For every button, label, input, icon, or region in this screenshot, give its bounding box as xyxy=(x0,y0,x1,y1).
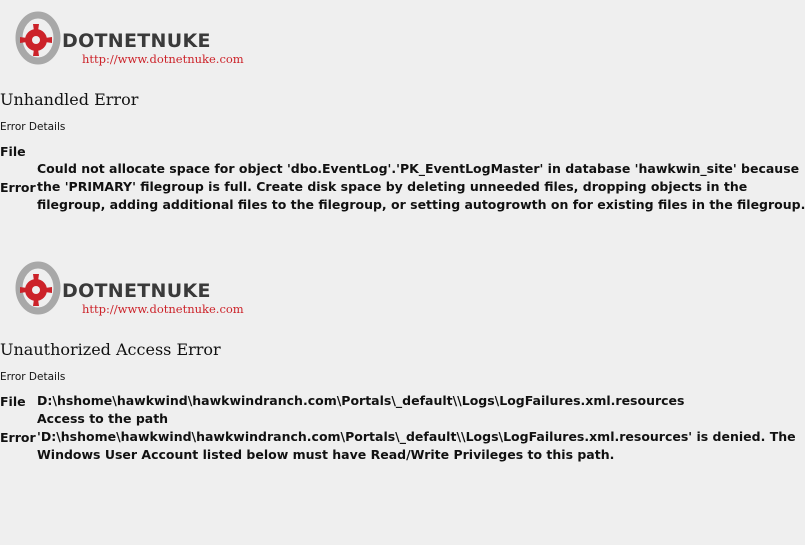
logo-wordmark: DOTNETNUKE xyxy=(62,280,211,302)
error-block-unauthorized xyxy=(0,260,796,462)
error-message-line: 'D:\hshome\hawkwind\hawkwindranch.com\Portals\_default\\Logs\LogFailures.xml.resources' is denied. The xyxy=(37,429,796,444)
file-path-value xyxy=(37,392,727,410)
file-label: File xyxy=(0,394,26,409)
error-message xyxy=(37,410,796,464)
logo-wordmark: DOTNETNUKE xyxy=(62,30,211,52)
logo-url-link[interactable]: http://www.dotnetnuke.com xyxy=(82,52,244,66)
error-message-line: Could not allocate space for object 'dbo.EventLog'.'PK_EventLogMaster' in database 'hawkwin_site' because xyxy=(37,161,800,176)
dotnetnuke-logo xyxy=(14,10,244,70)
error-title: Unauthorized Access Error xyxy=(0,340,221,359)
dotnetnuke-logo-icon xyxy=(14,260,64,316)
logo-url-link[interactable]: http://www.dotnetnuke.com xyxy=(82,302,244,316)
file-path-text: D:\hshome\hawkwind\hawkwindranch.com\Portals\_default\\Logs\LogFailures.xml.resources xyxy=(37,393,685,408)
error-title: Unhandled Error xyxy=(0,90,139,109)
error-label: Error xyxy=(0,430,36,445)
error-message xyxy=(37,160,805,214)
error-details-label: Error Details xyxy=(0,121,66,133)
file-label: File xyxy=(0,144,26,159)
error-message-line: filegroup, adding additional files to the filegroup, or setting autogrowth on for existing files in the filegroup. xyxy=(37,197,805,212)
error-message-line: Access to the path xyxy=(37,411,169,426)
error-details-label: Error Details xyxy=(0,371,66,383)
dotnetnuke-logo-icon xyxy=(14,10,64,66)
error-message-line: Windows User Account listed below must have Read/Write Privileges to this path. xyxy=(37,447,615,462)
error-message-line: the 'PRIMARY' filegroup is full. Create disk space by deleting unneeded files, dropping objects in the xyxy=(37,179,748,194)
dotnetnuke-logo xyxy=(14,260,244,320)
error-label: Error xyxy=(0,180,36,195)
error-block-unhandled xyxy=(0,10,805,212)
